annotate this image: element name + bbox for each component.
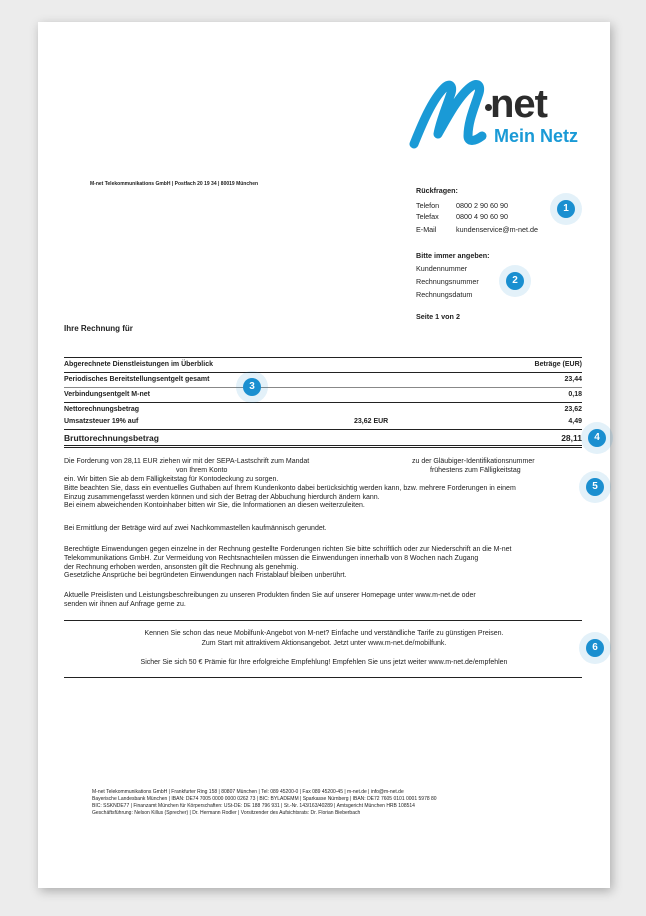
promo-bottom-rule bbox=[64, 677, 582, 678]
table-row bbox=[64, 389, 582, 401]
row-value: 23,62 bbox=[564, 406, 582, 413]
reference-invoice-number: Rechnungsnummer bbox=[416, 277, 479, 286]
promo-top-rule bbox=[64, 620, 582, 621]
objection-line-3: der Rechnung erhoben werden, ansonsten gilt die Rechnung als genehmig. bbox=[64, 563, 299, 571]
vat-base: 23,62 EUR bbox=[354, 418, 389, 425]
footer-line-1: M-net Telekommunikations GmbH | Frankfurter Ring 158 | 80807 München | Tel: 089 45200-0 | Fax 089 45200-45 | m-net.de | info@m-net.de bbox=[92, 789, 404, 795]
rounding-note: Bei Ermittlung der Beträge wird auf zwei Nachkommastellen kaufmännisch gerundet. bbox=[64, 525, 327, 532]
table-row-rule bbox=[64, 402, 582, 403]
table-top-rule bbox=[64, 357, 582, 358]
promo-line-2: Zum Start mit attraktivem Aktionsangebot. Jetzt unter www.m-net.de/mobilfunk. bbox=[201, 640, 447, 647]
contact-email-value: kundenservice@m-net.de bbox=[456, 225, 539, 234]
contact-fax-label: Telefax bbox=[416, 212, 439, 221]
logo-net-text: net bbox=[490, 82, 547, 126]
table-row bbox=[64, 374, 582, 386]
contact-fax-value: 0800 4 90 60 90 bbox=[456, 212, 508, 221]
row-value: 23,44 bbox=[564, 376, 582, 383]
footer-line-4: Geschäftsführung: Nelson Killus (Sprecher) | Dr. Hermann Rodler | Vorsitzender des Aufsichtsrats: Dr. Florian Bieberbach bbox=[92, 810, 361, 816]
promo-line-3: Sicher Sie sich 50 € Prämie für Ihre erfolgreiche Empfehlung! Empfehlen Sie uns jetzt weiter www.m-net.de/empfehlen bbox=[140, 659, 508, 666]
total-row bbox=[64, 431, 582, 445]
logo-tagline: Mein Netz bbox=[494, 126, 579, 146]
contact-email-label: E-Mail bbox=[416, 225, 437, 234]
total-rule-1 bbox=[64, 445, 582, 446]
contact-phone-value: 0800 2 90 60 90 bbox=[456, 201, 508, 210]
total-top-rule bbox=[64, 429, 582, 430]
row-label: Nettorechnungsbetrag bbox=[64, 406, 140, 413]
sepa-line-4: Bitte beachten Sie, dass ein eventuelles Guthaben auf Ihrem Kundenkonto dabei berücksichtig werden kann, bzw. mehrere Forderungen in einem bbox=[64, 484, 516, 492]
pricelist-paragraph bbox=[64, 592, 584, 610]
sender-line: M-net Telekommunikations GmbH | Postfach 20 19 34 | 80019 München bbox=[90, 181, 259, 187]
table-header-left: Abgerechnete Dienstleistungen im Überblick bbox=[64, 361, 213, 368]
table-header-right: Beträge (EUR) bbox=[534, 361, 582, 368]
contact-phone-label: Telefon bbox=[416, 201, 440, 210]
sepa-line-1a: Die Forderung von 28,11 EUR ziehen wir mit der SEPA-Lastschrift zum Mandat bbox=[64, 458, 310, 465]
contact-heading: Rückfragen: bbox=[416, 186, 458, 195]
footer-line-3: BIC: SSKNDE77 | Finanzamt München für Körperschaften: USt-DE: DE 188 796 931 | St.-Nr. 143/163/40289 | Amtsgericht München HRB 108514 bbox=[92, 803, 415, 809]
reference-customer-number: Kundennummer bbox=[416, 264, 468, 273]
row-label: Verbindungsentgelt M-net bbox=[64, 391, 150, 398]
sepa-paragraph bbox=[64, 476, 584, 511]
sepa-line-6: Bei einem abweichenden Kontoinhaber bitten wir Sie, die Informationen an diesen weiterzuleiten. bbox=[64, 502, 365, 510]
sepa-line-2b: frühestens zum Fälligkeitstag bbox=[430, 467, 521, 474]
invoice-title: Ihre Rechnung für bbox=[64, 324, 133, 333]
callout-badge-6: 6 bbox=[586, 639, 604, 657]
table-header bbox=[64, 359, 582, 371]
vat-value: 4,49 bbox=[568, 418, 582, 425]
objection-line-2: Telekommunikations GmbH. Zur Vermeidung von Rechtsnachteilen müssen die Einwendungen innerhalb von 8 Wochen nach Zugang bbox=[64, 554, 479, 562]
row-value: 0,18 bbox=[568, 391, 582, 398]
callout-badge-5: 5 bbox=[586, 478, 604, 496]
sepa-line-5: Einzug zusammengefasst werden können und sich der Betrag der Abbuchung hierdurch ändern kann. bbox=[64, 493, 380, 501]
objection-paragraph bbox=[64, 546, 584, 581]
page-number: Seite 1 von 2 bbox=[416, 312, 460, 321]
table-row bbox=[64, 404, 582, 416]
sepa-line-2a: von Ihrem Konto bbox=[176, 467, 228, 474]
pricelist-line-1: Aktuelle Preislisten und Leistungsbeschreibungen zu unseren Produkten finden Sie auf unserer Homepage unter www.m-net.de oder bbox=[64, 592, 476, 599]
total-label: Bruttorechnungsbetrag bbox=[64, 433, 159, 443]
row-label: Periodisches Bereitstellungsentgelt gesamt bbox=[64, 376, 210, 383]
promo-line-1: Kennen Sie schon das neue Mobilfunk-Angebot von M-net? Einfache und verständliche Tarife zu günstigen Preisen. bbox=[144, 630, 504, 637]
footer-line-2: Bayerische Landesbank München | IBAN: DE74 7005 0000 0000 0262 73 | BIC: BYLADEMM | Sparkasse Nürnberg | IBAN: DE72 7605 0101 0001 5978 80 bbox=[92, 796, 437, 802]
pricelist-line-2: senden wir ihnen auf Anfrage gerne zu. bbox=[64, 600, 186, 608]
objection-line-1: Berechtigte Einwendungen gegen einzelne in der Rechnung gestellte Forderungen richten Sie bitte schriftlich oder zur Niederschrift an die M-net bbox=[64, 546, 512, 553]
table-row-rule bbox=[64, 387, 582, 388]
vat-label: Umsatzsteuer 19% auf bbox=[64, 418, 139, 425]
vat-row bbox=[64, 416, 582, 428]
total-value: 28,11 bbox=[561, 433, 582, 443]
mnet-logo-icon bbox=[408, 78, 496, 150]
reference-invoice-date: Rechnungsdatum bbox=[416, 290, 473, 299]
table-header-rule bbox=[64, 372, 582, 373]
callout-badge-4: 4 bbox=[588, 429, 606, 447]
callout-badge-1: 1 bbox=[557, 200, 575, 218]
sepa-line-1b: zu der Gläubiger-Identifikationsnummer bbox=[412, 458, 535, 465]
callout-badge-3: 3 bbox=[243, 378, 261, 396]
sepa-line-3: ein. Wir bitten Sie ab dem Fälligkeitstag für Kontodeckung zu sorgen. bbox=[64, 476, 279, 483]
objection-line-4: Gesetzliche Ansprüche bei begründeten Einwendungen nach Fristablauf bleiben unberührt. bbox=[64, 572, 347, 580]
reference-heading: Bitte immer angeben: bbox=[416, 251, 490, 260]
footer bbox=[92, 789, 572, 817]
callout-badge-2: 2 bbox=[506, 272, 524, 290]
total-rule-2 bbox=[64, 447, 582, 448]
invoice-page bbox=[38, 22, 610, 888]
